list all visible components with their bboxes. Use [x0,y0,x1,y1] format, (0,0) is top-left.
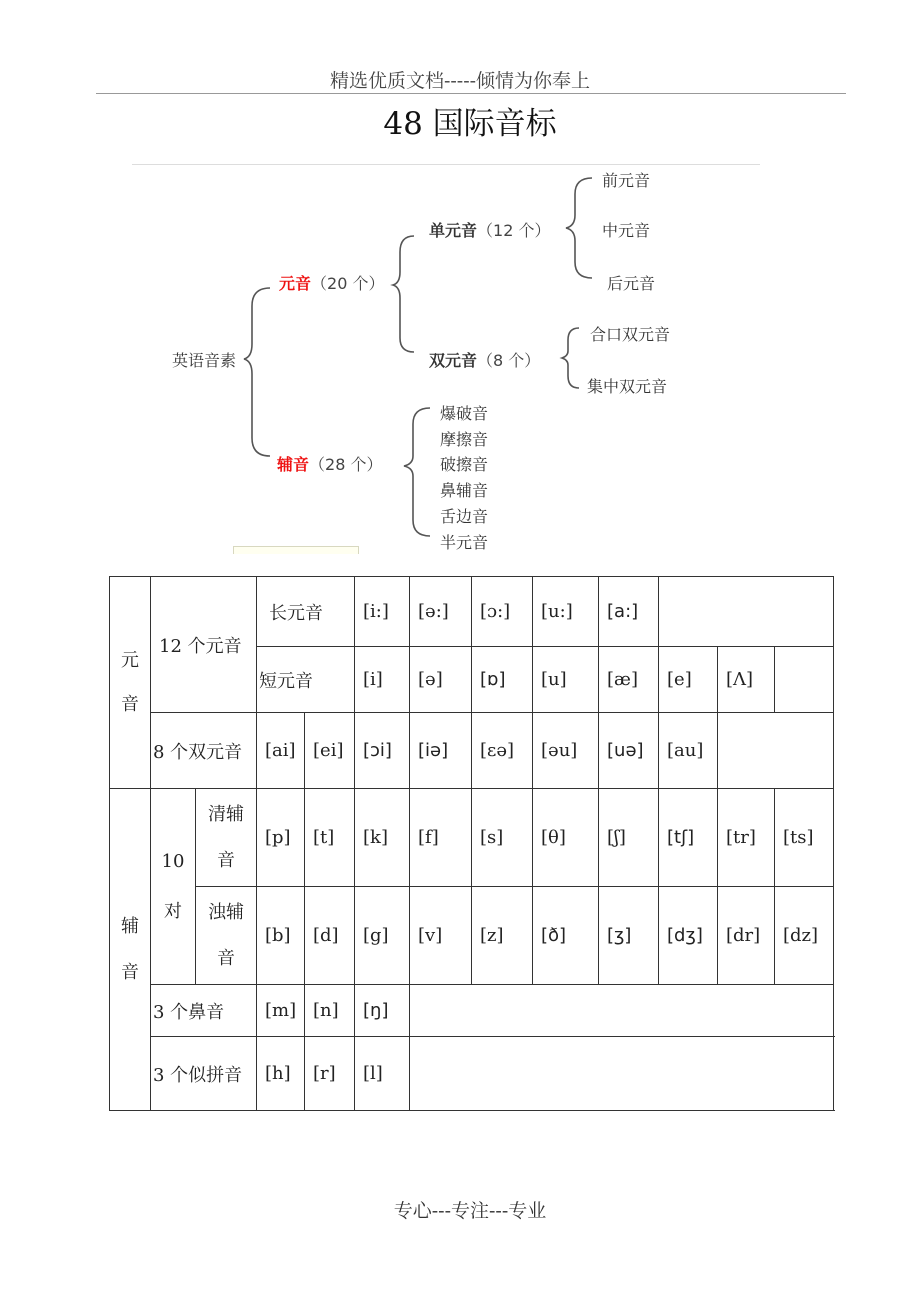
ipa-cell: [tr] [718,789,775,887]
nasal-label: 3 个鼻音 [151,985,257,1037]
tree-mono-count: （12 个） [477,221,551,240]
tree-diph-label: 双元音 [429,351,478,370]
table-row [110,577,834,647]
ipa-cell: [r] [305,1037,355,1111]
empty-cell [775,647,834,713]
tree-cons-label: 辅音 [277,455,310,474]
tree-diph-item: 集中双元音 [587,377,668,396]
ipa-cell: [Λ] [718,647,775,713]
empty-cell [410,985,834,1037]
vowel-group-label: 元音 [110,577,151,789]
ipa-cell: [ɒ] [472,647,533,713]
tree-vowels-label: 元音 [279,274,312,293]
page-header: 精选优质文档-----倾情为你奉上 [329,70,591,92]
document-title: 48 国际音标 [383,106,557,142]
brace-vowels [393,236,414,352]
brace-diph [562,328,579,388]
empty-cell [718,713,834,789]
tree-vowels-count: （20 个） [311,274,385,293]
tree-cons-item: 破擦音 [440,455,489,474]
ipa-cell: [b] [257,887,305,985]
ipa-cell: [u] [533,647,599,713]
tree-mono-item: 后元音 [607,274,656,293]
pairs-label: 10 对 [151,789,196,985]
tree-vowels-node [279,271,384,294]
tree-cons-item: 爆破音 [440,404,489,423]
table-row [110,1037,834,1111]
vowel12-label: 12 个元音 [151,577,257,713]
ipa-cell: [k] [355,789,410,887]
brace-cons [404,408,430,536]
table-row [110,713,834,789]
ipa-cell: [t] [305,789,355,887]
table-row [110,789,834,887]
voiceless-label: 清辅音 [196,789,257,887]
ipa-cell: [l] [355,1037,410,1111]
ipa-cell: [i] [355,647,410,713]
tree-cons-count: （28 个） [309,455,383,474]
brace-lines [0,0,920,560]
brace-root [244,288,270,456]
ipa-cell: [uə] [599,713,659,789]
ipa-cell: [u:] [533,577,599,647]
ipa-cell: [ə:] [410,577,472,647]
ipa-cell: [θ] [533,789,599,887]
tree-cons-node [277,452,382,475]
table-row [110,887,834,985]
ipa-cell: [ə] [410,647,472,713]
ipa-cell: [g] [355,887,410,985]
ipa-cell: [ts] [775,789,834,887]
phoneme-tree-diagram [0,0,920,560]
ipa-cell: [d] [305,887,355,985]
ipa-table [109,576,834,1111]
ipa-cell: [dz] [775,887,834,985]
tree-root-label: 英语音素 [172,351,237,370]
ipa-cell: [p] [257,789,305,887]
ipa-cell: [æ] [599,647,659,713]
tree-cons-item: 半元音 [440,533,489,552]
page-footer: 专心---专注---专业 [393,1200,547,1222]
brace-mono [566,178,592,278]
tree-mono-node [429,218,550,241]
ipa-cell: [f] [410,789,472,887]
tree-diph-count: （8 个） [477,351,541,370]
voiced-label: 浊辅音 [196,887,257,985]
ipa-cell: [tʃ] [659,789,718,887]
ipa-cell: [dr] [718,887,775,985]
diphthong-label: 8 个双元音 [151,713,257,789]
ipa-cell: [ʃ] [599,789,659,887]
ipa-cell: [n] [305,985,355,1037]
empty-cell [659,577,834,647]
tree-mono-label: 单元音 [429,221,478,240]
ipa-cell: [ei] [305,713,355,789]
ipa-cell: [i:] [355,577,410,647]
empty-cell [410,1037,834,1111]
ipa-cell: [v] [410,887,472,985]
ipa-cell: [ɔi] [355,713,410,789]
ipa-cell: [h] [257,1037,305,1111]
short-vowel-label: 短元音 [257,647,355,713]
long-vowel-label: 长元音 [257,577,355,647]
ipa-cell: [εə] [472,713,533,789]
tree-mono-item: 中元音 [602,221,651,240]
ipa-cell: [s] [472,789,533,887]
ipa-cell: [dʒ] [659,887,718,985]
table-row [110,985,834,1037]
tree-diph-item: 合口双元音 [590,325,671,344]
ipa-cell: [e] [659,647,718,713]
ipa-cell: [m] [257,985,305,1037]
ipa-cell: [ð] [533,887,599,985]
tree-diph-node [429,348,540,371]
pinyin-like-label: 3 个似拼音 [151,1037,257,1111]
ipa-cell: [a:] [599,577,659,647]
ipa-cell: [ʒ] [599,887,659,985]
tree-cons-item: 鼻辅音 [440,481,489,500]
tree-mono-item: 前元音 [602,171,651,190]
ipa-cell: [z] [472,887,533,985]
tree-cons-item: 舌边音 [440,507,489,526]
ipa-cell: [au] [659,713,718,789]
consonant-group-label: 辅音 [110,789,151,1111]
ipa-cell: [ai] [257,713,305,789]
diagram-caption-box [233,546,359,554]
ipa-cell: [əu] [533,713,599,789]
ipa-cell: [ɔ:] [472,577,533,647]
ipa-cell: [ŋ] [355,985,410,1037]
tree-cons-item: 摩擦音 [440,430,489,449]
ipa-cell: [iə] [410,713,472,789]
